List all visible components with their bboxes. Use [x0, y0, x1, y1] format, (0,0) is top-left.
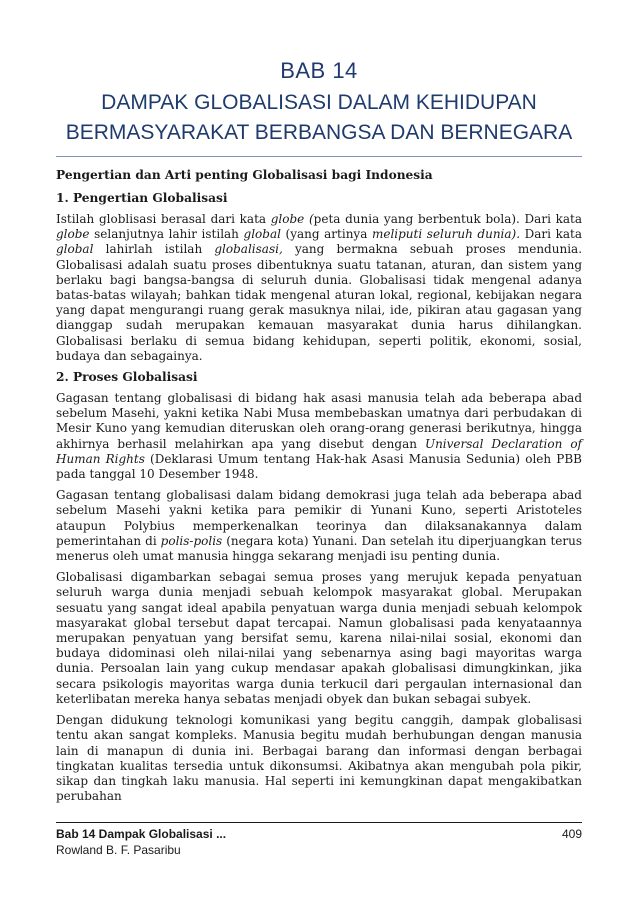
header-divider — [56, 156, 582, 157]
footer-author: Rowland B. F. Pasaribu — [56, 843, 181, 857]
footer-chapter-reference: Bab 14 Dampak Globalisasi ... — [56, 827, 227, 841]
chapter-title-line-2: BERMASYARAKAT BERBANGSA DAN BERNEGARA — [65, 121, 573, 144]
section-heading: Pengertian dan Arti penting Globalisasi bagi Indonesia — [56, 168, 433, 182]
subsection-heading-1: 1. Pengertian Globalisasi — [56, 191, 228, 205]
page-number: 409 — [561, 827, 582, 841]
paragraph: Dengan didukung teknologi komunikasi yang begitu canggih, dampak globalisasi tentu akan sangat kompleks. Manusia begitu mudah berhubungan dengan manusia lain di manapun di dunia ini. Berbagai barang dan informasi dengan berbagai tingkatan kualitas tersedia untuk dikonsumsi. Akibatnya akan mengubah pola pikir, sikap dan tingkah laku manusia. Hal seperti ini kemungkinan dapat mengakibatkan perubahan — [56, 713, 582, 804]
body-text — [56, 168, 582, 810]
paragraph: Globalisasi digambarkan sebagai semua proses yang merujuk kepada penyatuan seluruh warga dunia menjadi sebuah kelompok masyarakat global. Merupakan sesuatu yang sangat ideal apabila penyatuan warga dunia menjadi sebuah kelompok masyarakat global tersebut dapat tercapai. Namun globalisasi pada kenyataannya merupakan penyatuan yang bersifat semu, karena nilai-nilai sosial, ekonomi dan budaya didominasi oleh nilai-nilai yang sebenarnya asing bagi mayoritas warga dunia. Persoalan lain yang cukup mendasar apakah globalisasi dimungkinkan, jika secara psikologis mayoritas warga dunia terkucil dari pergaulan internasional dan keterlibatan mereka hanya sebatas menjadi obyek dan bukan sebagai subyek. — [56, 570, 582, 706]
paragraph: Istilah globlisasi berasal dari kata globe (peta dunia yang berbentuk bola). Dari kata globe selanjutnya lahir istilah global (yang artinya meliputi seluruh dunia). Dari kata global lahirlah istilah globalisasi, yang bermakna sebuah proses mendunia. Globalisasi adalah suatu proses dibentuknya suatu tatanan, aturan, dan sistem yang berlaku bagi bangsa-bangsa di seluruh dunia. Globalisasi tidak mengenal adanya batas-batas wilayah; bahkan tidak mengenal aturan lokal, regional, kebijakan negara yang dapat mengurangi ruang gerak masuknya nilai, ide, pikiran atau gagasan yang dianggap sudah merupakan kemauan masyarakat dunia harus dihilangkan. Globalisasi berlaku di semua bidang kehidupan, seperti politik, ekonomi, sosial, budaya dan sebagainya. — [56, 212, 583, 363]
chapter-title-line-1: DAMPAK GLOBALISASI DALAM KEHIDUPAN — [101, 91, 537, 114]
subsection-heading-2: 2. Proses Globalisasi — [56, 370, 198, 385]
footer-divider — [56, 822, 582, 823]
paragraph: Gagasan tentang globalisasi di bidang hak asasi manusia telah ada beberapa abad sebelum Masehi, yakni ketika Nabi Musa membebaskan umatnya dari perbudakan di Mesir Kuno yang kemudian diteruskan oleh orang-orang generasi berikutnya, hingga akhirnya berhasil melahirkan apa yang disebut dengan Universal Declaration of Human Rights (Deklarasi Umum tentang Hak-hak Asasi Manusia Sedunia) oleh PBB pada tanggal 10 Desember 1948. — [56, 391, 582, 482]
paragraph: Gagasan tentang globalisasi dalam bidang demokrasi juga telah ada beberapa abad sebelum Masehi yakni ketika para pemikir di Yunani Kuno, seperti Aristoteles ataupun Polybius memperkenalkan teorinya dan dilaksanakannya dalam pemerintahan di polis-polis (negara kota) Yunani. Dan setelah itu diperjuangkan terus menerus oleh umat manusia hingga sekarang menjadi isu penting dunia. — [56, 488, 582, 564]
chapter-number: BAB 14 — [280, 58, 358, 83]
